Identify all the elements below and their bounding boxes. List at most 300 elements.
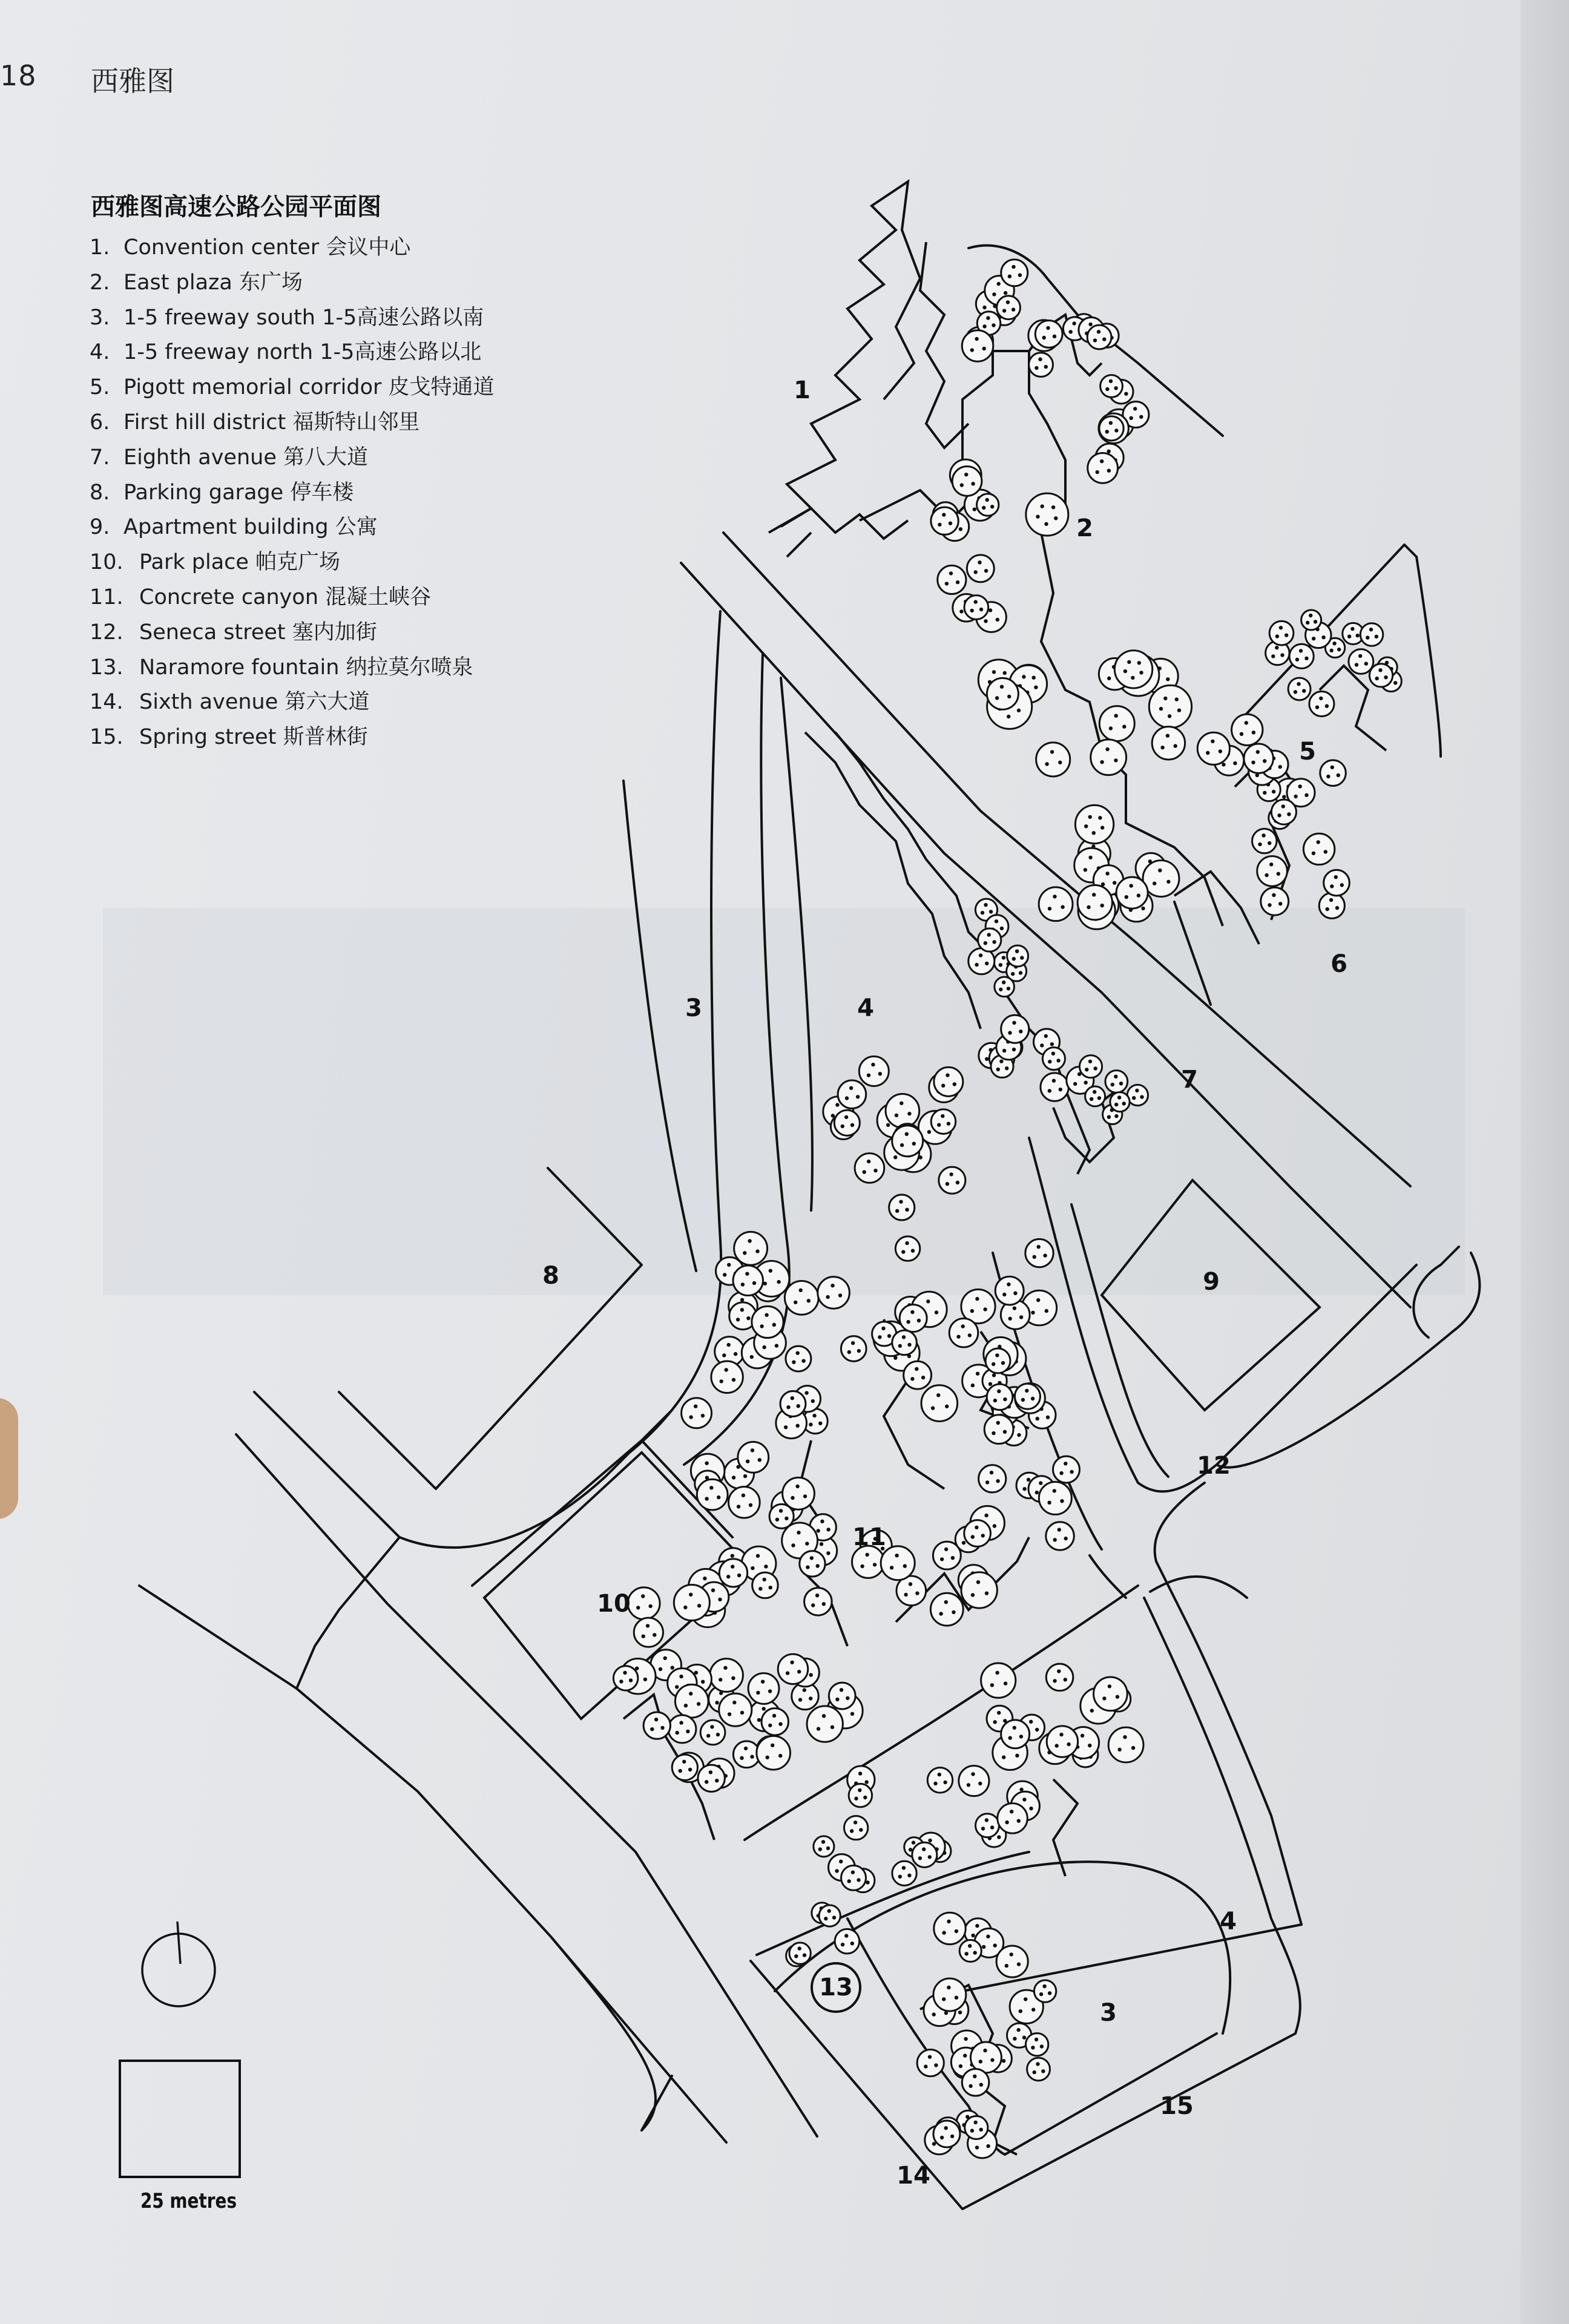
tree-dot (999, 963, 1002, 967)
tree-dot (958, 2011, 962, 2014)
tree-dot (881, 1327, 885, 1330)
tree-dot (703, 1577, 706, 1580)
road-edge (1416, 557, 1441, 757)
tree-dot (1100, 760, 1104, 764)
tree-dot (809, 1696, 812, 1700)
legend-label: 1-5 freeway south 1-5高速公路以南 (123, 305, 484, 330)
tree-dot (1337, 773, 1340, 777)
tree-dot (723, 1273, 726, 1276)
tree-dot (646, 1624, 650, 1627)
tree-dot (794, 1954, 798, 1958)
tree-dot (748, 1239, 751, 1242)
tree-dot (986, 1935, 990, 1938)
tree-dot (1319, 697, 1323, 700)
tree-dot (1045, 1309, 1048, 1313)
tree-dot (997, 1390, 1001, 1393)
tree-dot (1275, 646, 1278, 649)
legend-label: Naramore fountain 纳拉莫尔喷泉 (139, 655, 473, 680)
tree-icon (682, 1398, 712, 1428)
tree-dot (1122, 1101, 1126, 1105)
tree-dot (993, 1524, 996, 1528)
legend-label: East plaza 东广场 (123, 270, 303, 295)
tree-dot (815, 1594, 819, 1597)
tree-dot (1100, 826, 1104, 829)
tree-icon (949, 1318, 978, 1347)
tree-icon (892, 1861, 916, 1885)
tree-dot (736, 1318, 740, 1321)
tree-dot (949, 571, 953, 575)
tree-dot (1093, 338, 1097, 342)
building-convention-center (781, 508, 908, 539)
tree-icon (1075, 805, 1113, 843)
tree-dot (1059, 1733, 1063, 1736)
tree-dot (1314, 620, 1317, 623)
tree-dot (988, 1382, 992, 1386)
tree-dot (901, 1250, 905, 1253)
tree-dot (654, 1718, 658, 1721)
tree-dot (750, 1355, 754, 1359)
tree-icon (1087, 325, 1111, 349)
tree-dot (933, 1782, 937, 1785)
tree-dot (1298, 784, 1302, 788)
tree-dot (895, 1114, 898, 1117)
tree-icon (1088, 453, 1118, 483)
tree-icon (1001, 1720, 1030, 1748)
tree-dot (1384, 675, 1387, 679)
tree-dot (1088, 815, 1092, 819)
tree-dot (989, 910, 993, 913)
tree-dot (1008, 1736, 1012, 1740)
legend-number: 7. (90, 445, 110, 470)
tree-dot (1109, 379, 1113, 383)
tree-dot (1334, 875, 1338, 879)
tree-dot (940, 2136, 944, 2139)
tree-icon (927, 1768, 952, 1793)
tree-icon (938, 565, 966, 594)
tree-dot (956, 1181, 959, 1184)
tree-dot (1002, 980, 1005, 984)
tree-dot (811, 1603, 815, 1607)
tree-icon (1232, 714, 1263, 745)
tree-icon (1047, 1726, 1077, 1757)
tree-icon (1349, 649, 1373, 674)
tree-dot (1378, 668, 1382, 672)
tree-dot (1036, 1417, 1039, 1420)
tree-dot (737, 1574, 741, 1577)
tree-dot (984, 941, 987, 945)
tree-dot (1064, 1537, 1068, 1540)
tree-dot (1024, 1997, 1027, 2001)
tree-dot (942, 1931, 946, 1934)
tree-dot (1222, 763, 1225, 766)
tree-dot (941, 1114, 944, 1118)
tree-icon (1110, 1092, 1130, 1112)
tree-dot (1093, 1090, 1096, 1094)
tree-dot (984, 903, 987, 907)
tree-dot (683, 1606, 687, 1609)
tree-dot (1177, 709, 1181, 712)
tree-icon (859, 1057, 889, 1086)
tree-icon (1025, 2034, 1048, 2056)
tree-dot (946, 1073, 949, 1077)
tree-dot (996, 1421, 1000, 1425)
tree-icon (1149, 685, 1191, 727)
tree-dot (1364, 661, 1368, 665)
tree-canopy (613, 260, 1401, 2158)
tree-dot (826, 1295, 829, 1299)
legend-title: 西雅图高速公路公园平面图 (91, 193, 381, 221)
tree-icon (1269, 621, 1294, 645)
tree-dot (1060, 1499, 1064, 1503)
tree-dot (1325, 704, 1329, 708)
tree-dot (850, 1942, 854, 1945)
tree-dot (1012, 1021, 1016, 1025)
tree-dot (1022, 1487, 1026, 1491)
tree-dot (985, 1591, 988, 1595)
tree-dot (1330, 649, 1334, 652)
tree-dot (859, 1828, 863, 1831)
tree-dot (839, 1860, 843, 1863)
tree-dot (1010, 1810, 1013, 1813)
tree-dot (791, 1543, 795, 1547)
tree-dot (1038, 358, 1042, 361)
tree-icon (738, 1442, 769, 1472)
map-label-10: 10 (597, 1590, 631, 1618)
tree-dot (959, 609, 963, 613)
tree-dot (944, 2126, 948, 2130)
tree-dot (832, 1915, 836, 1919)
tree-dot (1092, 831, 1096, 835)
tree-dot (623, 1671, 627, 1675)
tree-dot (851, 1341, 855, 1345)
tree-dot (1046, 326, 1050, 330)
tree-dot (907, 1343, 911, 1347)
tree-icon (886, 1094, 919, 1128)
tree-icon (841, 1865, 866, 1890)
tree-dot (1137, 894, 1140, 898)
tree-dot (1166, 880, 1170, 884)
scale-bar-label: 25 metres (140, 2189, 237, 2213)
tree-dot (1123, 669, 1127, 673)
tree-dot (952, 1610, 955, 1614)
tree-dot (1233, 761, 1237, 765)
tree-dot (1002, 1755, 1005, 1759)
tree-dot (924, 2064, 927, 2068)
tree-dot (1306, 621, 1309, 625)
tree-dot (798, 1698, 802, 1701)
tree-dot (740, 1308, 744, 1311)
tree-dot (911, 1249, 915, 1253)
tree-dot (979, 2083, 983, 2087)
tree-dot (985, 498, 989, 502)
tree-dot (947, 1920, 950, 1923)
legend-label: Convention center 会议中心 (123, 235, 411, 260)
tree-dot (1116, 1695, 1119, 1699)
tree-dot (1002, 956, 1005, 959)
tree-dot (804, 1391, 808, 1394)
tree-dot (856, 1095, 860, 1098)
tree-dot (1072, 321, 1076, 325)
tree-dot (1141, 907, 1145, 910)
tree-dot (722, 1353, 726, 1357)
tree-dot (818, 1847, 822, 1851)
tree-dot (1340, 883, 1344, 887)
tree-icon (1001, 260, 1028, 286)
tree-dot (706, 1734, 710, 1738)
tree-dot (682, 1760, 686, 1764)
tree-icon (780, 1391, 806, 1417)
tree-dot (1064, 1678, 1067, 1681)
tree-dot (1118, 1748, 1122, 1751)
tree-dot (1053, 894, 1056, 898)
tree-icon (784, 1281, 818, 1315)
tree-dot (940, 1557, 944, 1561)
tree-dot (1013, 2037, 1016, 2040)
tree-dot (636, 1606, 640, 1609)
tree-dot (1050, 1042, 1054, 1046)
tree-dot (1375, 677, 1379, 680)
tree-dot (961, 1324, 965, 1328)
tree-dot (1092, 893, 1096, 896)
road-edge (1217, 1253, 1479, 1468)
tree-dot (927, 1130, 931, 1134)
tree-dot (1027, 1478, 1030, 1482)
tree-dot (844, 1934, 848, 1937)
tree-icon (786, 1346, 811, 1371)
tree-dot (944, 1548, 948, 1551)
tree-dot (935, 1310, 938, 1314)
tree-icon (1041, 1073, 1068, 1101)
tree-dot (1312, 852, 1315, 855)
tree-dot (731, 1554, 734, 1558)
tree-dot (1037, 1245, 1041, 1249)
tree-dot (995, 919, 998, 923)
tree-dot (768, 1724, 772, 1727)
tree-dot (1272, 893, 1275, 897)
tree-dot (974, 600, 978, 603)
tree-dot (1088, 856, 1092, 859)
tree-dot (1036, 515, 1039, 519)
tree-dot (978, 560, 981, 564)
tree-dot (1287, 812, 1291, 816)
tree-icon (976, 1814, 999, 1837)
tree-dot (1008, 1031, 1011, 1034)
tree-dot (1321, 635, 1325, 639)
tree-dot (1070, 1470, 1073, 1474)
tree-icon (697, 1479, 728, 1510)
tree-icon (1320, 760, 1346, 786)
road-edge (1413, 1247, 1459, 1338)
legend-number: 2. (90, 270, 110, 295)
tree-dot (974, 2121, 978, 2124)
tree-dot (915, 1367, 918, 1371)
tree-dot (778, 1754, 782, 1758)
tree-dot (689, 1415, 692, 1419)
tree-dot (1013, 1292, 1017, 1295)
tree-dot (936, 1393, 940, 1397)
tree-dot (995, 1353, 999, 1357)
legend-label: First hill district 福斯特山邻里 (123, 410, 420, 435)
tree-dot (973, 2075, 976, 2078)
map-label-1: 1 (794, 376, 811, 404)
tree-dot (1105, 872, 1109, 875)
tree-dot (1029, 1807, 1033, 1810)
tree-icon (934, 1067, 963, 1096)
tree-dot (826, 1528, 830, 1531)
tree-dot (811, 1399, 815, 1403)
tree-dot (689, 1593, 692, 1597)
tree-icon (841, 1336, 866, 1362)
tree-dot (796, 1351, 800, 1355)
tree-dot (900, 1101, 903, 1105)
tree-icon (844, 1816, 867, 1839)
tree-dot (1393, 681, 1397, 684)
tree-dot (975, 1526, 978, 1529)
tree-dot (1114, 1075, 1117, 1078)
tree-dot (1011, 307, 1015, 311)
tree-dot (694, 1405, 697, 1408)
tree-dot (1033, 1255, 1036, 1259)
road-edge (139, 1392, 400, 1689)
tree-dot (1114, 1114, 1118, 1118)
tree-dot (1039, 1992, 1043, 1996)
tree-dot (809, 1423, 812, 1426)
tree-dot (1302, 689, 1306, 692)
tree-dot (992, 323, 995, 327)
tree-icon (710, 1659, 743, 1692)
tree-icon (814, 1836, 834, 1857)
tree-icon (1261, 887, 1289, 915)
tree-dot (999, 988, 1002, 991)
tree-dot (1012, 957, 1016, 960)
tree-dot (928, 2055, 932, 2059)
tree-dot (709, 1770, 712, 1774)
tree-dot (959, 527, 962, 531)
tree-dot (1088, 1060, 1092, 1063)
tree-icon (1007, 945, 1028, 967)
tree-dot (1036, 1298, 1040, 1302)
tree-dot (993, 1943, 997, 1947)
tree-dot (1013, 1726, 1016, 1730)
tree-dot (945, 1405, 949, 1408)
tree-dot (750, 1755, 754, 1759)
tree-dot (1017, 1433, 1021, 1437)
tree-dot (1044, 522, 1048, 526)
tree-dot (807, 1299, 811, 1302)
legend-number: 1. (90, 235, 110, 260)
tree-icon (889, 1195, 915, 1220)
building-convention-center (769, 182, 920, 533)
tree-dot (1275, 634, 1279, 638)
tree-dot (756, 1554, 760, 1558)
tree-dot (1107, 1115, 1111, 1119)
tree-dot (1007, 695, 1011, 698)
tree-dot (803, 1494, 807, 1498)
tree-dot (1326, 907, 1329, 911)
tree-dot (740, 1298, 744, 1302)
tree-dot (1160, 746, 1164, 749)
tree-dot (1002, 309, 1006, 312)
tree-dot (716, 1733, 720, 1736)
tree-icon (675, 1684, 708, 1718)
tree-icon (719, 1559, 747, 1587)
tree-dot (1263, 791, 1266, 795)
tree-icon (1152, 727, 1185, 760)
tree-dot (732, 1475, 735, 1479)
tree-dot (797, 1531, 800, 1534)
tree-dot (1102, 337, 1106, 341)
tree-dot (841, 1124, 844, 1128)
tree-dot (963, 2053, 967, 2057)
tree-icon (1025, 1239, 1053, 1267)
tree-icon (1289, 644, 1314, 668)
tree-dot (1029, 1720, 1033, 1724)
road-edge (1071, 1204, 1168, 1477)
tree-dot (650, 1727, 654, 1731)
tree-icon (1288, 678, 1311, 700)
tree-dot (999, 1060, 1003, 1063)
tree-dot (1109, 421, 1113, 425)
tree-icon (995, 977, 1015, 997)
legend-label: Pigott memorial corridor 皮戈特通道 (123, 375, 495, 400)
tree-dot (890, 1566, 893, 1569)
tree-dot (1040, 1043, 1044, 1047)
road-edge (781, 678, 812, 1210)
tree-dot (1375, 635, 1378, 638)
tree-dot (1031, 2046, 1034, 2049)
tree-dot (1048, 1089, 1051, 1092)
tree-icon (1015, 1384, 1040, 1409)
tree-dot (803, 1688, 806, 1692)
tree-dot (1261, 833, 1265, 837)
tree-dot (772, 1714, 776, 1718)
tree-dot (982, 324, 986, 328)
tree-dot (850, 1829, 854, 1833)
tree-dot (758, 1458, 761, 1462)
tree-dot (981, 911, 984, 914)
tree-dot (1031, 2007, 1035, 2011)
tree-dot (725, 1368, 728, 1371)
tree-dot (1097, 1096, 1101, 1100)
tree-dot (1006, 300, 1010, 304)
legend-number: 12. (90, 620, 123, 645)
tree-dot (1206, 751, 1209, 755)
tree-icon (1100, 375, 1123, 398)
tree-icon (892, 1330, 917, 1355)
tree-dot (905, 1132, 909, 1136)
tree-dot (971, 1384, 975, 1387)
tree-icon (1085, 1086, 1105, 1106)
tree-dot (778, 1722, 782, 1726)
building-pigott-corridor (805, 732, 981, 1029)
tree-dot (760, 1324, 763, 1328)
map-label-5: 5 (1299, 738, 1316, 766)
tree-dot (979, 608, 983, 611)
tree-dot (629, 1678, 633, 1682)
tree-dot (975, 2145, 979, 2149)
tree-icon (634, 1618, 663, 1647)
tree-dot (731, 1564, 734, 1568)
tree-dot (979, 2060, 982, 2063)
tree-dot (1282, 795, 1286, 799)
tree-dot (990, 1683, 994, 1687)
tree-icon (752, 1306, 783, 1338)
tree-icon (934, 1912, 965, 1944)
tree-dot (723, 1666, 727, 1670)
tree-dot (1130, 884, 1133, 887)
map-label-15: 15 (1160, 2092, 1194, 2120)
tree-dot (697, 1702, 700, 1705)
